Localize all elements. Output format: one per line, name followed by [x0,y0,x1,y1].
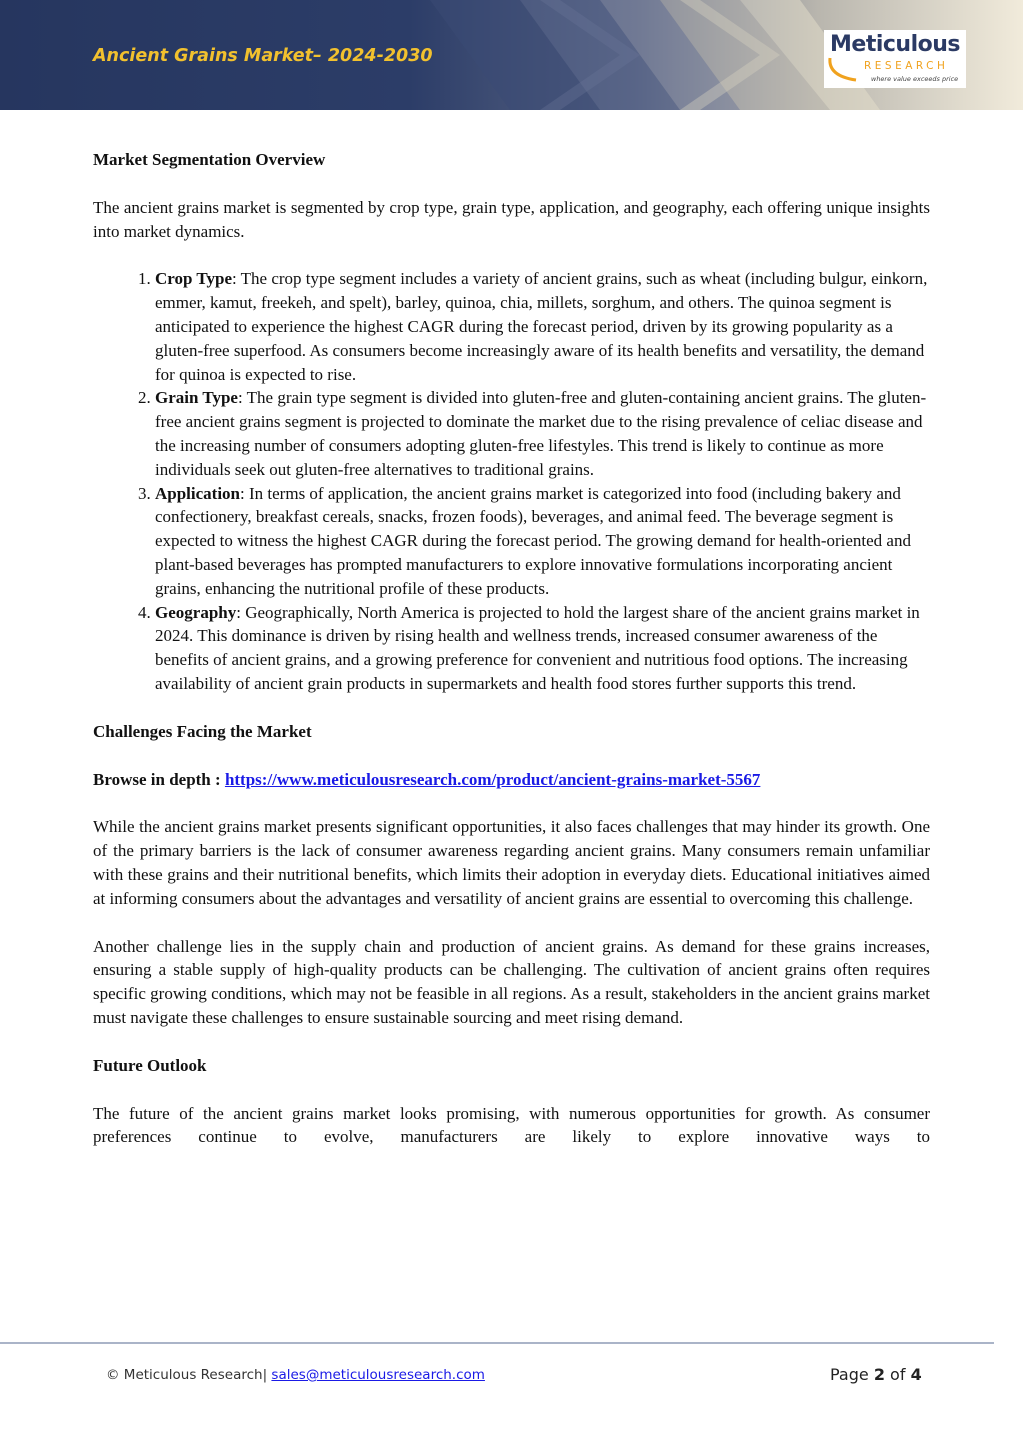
section-heading-outlook: Future Outlook [93,1055,207,1075]
list-item-text: : The crop type segment includes a variety of ancient grains, such as wheat (including bulgur, einkorn, emmer, kamut, freekeh, and spelt), barley, quinoa, chia, millets, sorghum, and others. The quinoa segment is anticipated to experience the highest CAGR during the forecast period, driven by its growing popularity as a gluten-free superfood. As consumers become increasingly aware of its health benefits and versatility, the demand for quinoa is expected to rise. [155,269,928,384]
footer-copyright [106,1367,485,1383]
list-item-text: : The grain type segment is divided into gluten-free and gluten-containing ancient grains. The gluten-free ancient grains segment is projected to dominate the market due to the rising prevalence of celiac disease and the increasing number of consumers adopting gluten-free lifestyles. This trend is likely to continue as more individuals seek out gluten-free alternatives to traditional grains. [155,388,927,479]
challenges-paragraph-1: While the ancient grains market presents significant opportunities, it also faces challenges that may hinder its growth. One of the primary barriers is the lack of consumer awareness regarding ancient grains. Many consumers remain unfamiliar with these grains and their nutritional benefits, which limits their adoption in everyday diets. Educational initiatives aimed at informing consumers about the advantages and versatility of ancient grains are essential to overcoming this challenge. [93,817,930,908]
list-item-text: : Geographically, North America is projected to hold the largest share of the ancient grains market in 2024. This dominance is driven by rising health and wellness trends, increased consumer awareness of the benefits of ancient grains, and a growing preference for convenient and nutritious food options. The increasing availability of ancient grain products in supermarkets and health food stores further supports this trend. [155,602,920,693]
report-title: Ancient Grains Market– 2024-2030 [93,46,433,66]
list-item [155,267,930,386]
copyright-text: © Meticulous Research| [106,1367,272,1383]
footer-divider [0,1342,994,1344]
list-item [155,482,930,601]
outlook-paragraph-1: The future of the ancient grains market looks promising, with numerous opportunities for growth. As consumer preferences continue to evolve, manufacturers are likely to explore innovative ways to [93,1103,930,1147]
segmentation-list [93,267,930,695]
page-content [93,148,930,1149]
list-item-term: Geography [155,602,237,622]
footer-email-link[interactable]: sales@meticulousresearch.com [271,1367,485,1383]
logo-tagline: where value exceeds price [871,75,959,83]
page-word: Page [830,1365,874,1384]
browse-label: Browse in depth : [93,769,225,789]
company-logo [824,30,966,88]
section-heading-challenges: Challenges Facing the Market [93,721,312,741]
current-page-number: 2 [873,1365,885,1384]
list-item [155,386,930,481]
page-indicator [830,1365,922,1384]
browse-in-depth [93,768,930,792]
challenges-paragraph-2: Another challenge lies in the supply chain and production of ancient grains. As demand for these grains increases, ensuring a stable supply of high-quality products can be challenging. The cultivation of ancient grains often requires specific growing conditions, which may not be feasible in all regions. As a result, stakeholders in the ancient grains market must navigate these challenges to ensure sustainable sourcing and meet rising demand. [93,936,930,1027]
segmentation-intro: The ancient grains market is segmented by crop type, grain type, application, and geography, each offering unique insights into market dynamics. [93,197,930,241]
list-item-text: : In terms of application, the ancient grains market is categorized into food (including bakery and confectionery, breakfast cereals, snacks, frozen foods), beverages, and animal feed. The beverage segment is expected to witness the highest CAGR during the forecast period. The growing demand for health-oriented and plant-based beverages has prompted manufacturers to explore innovative formulations incorporating ancient grains, enhancing the nutritional profile of these products. [155,483,911,598]
page-header [0,0,1023,110]
section-heading-segmentation: Market Segmentation Overview [93,150,326,169]
list-item-term: Application [155,483,241,503]
logo-subtitle: RESEARCH [864,60,949,72]
logo-swoosh-icon [826,56,862,86]
list-item-term: Grain Type [155,388,238,408]
of-word: of [884,1365,911,1384]
total-pages: 4 [910,1365,922,1384]
logo-wordmark: Meticulous [830,32,960,57]
list-item [155,601,930,696]
browse-link[interactable]: https://www.meticulousresearch.com/product/ancient-grains-market-5567 [224,769,761,789]
list-item-term: Crop Type [155,269,232,289]
